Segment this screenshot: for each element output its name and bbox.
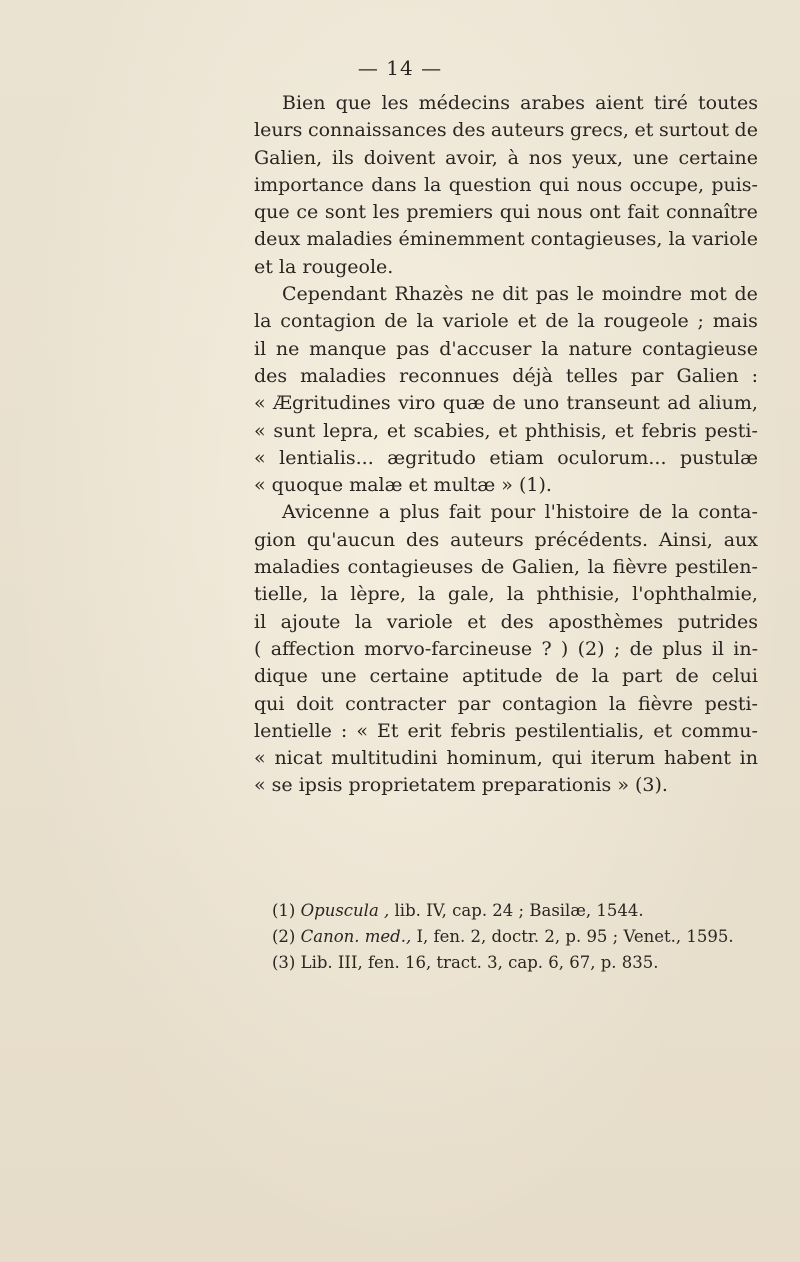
text-line: leurs connaissances des auteurs grecs, et surtout de [254,119,758,142]
text-line: lentielle : « Et erit febris pestilentialis, et commu- [254,719,758,742]
footnote-1 [272,898,734,924]
text-line: « se ipsis proprietatem preparationis » (3). [254,774,668,797]
text-line: Avicenne a plus fait pour l'histoire de la conta- [282,501,758,524]
text-line: des maladies reconnues déjà telles par Galien : [254,364,758,387]
text-line: Bien que les médecins arabes aient tiré toutes [282,92,758,114]
footnote-title: Canon. med., [300,927,412,946]
footnote-text: Lib. III, fen. 16, tract. 3, cap. 6, 67, p. 835. [300,953,659,972]
paragraph [254,90,758,281]
paragraph [254,281,758,499]
text-line: « lentialis... ægritudo etiam oculorum... pustulæ [254,446,758,469]
footnote-number: (1) [272,901,296,920]
text-line: il ajoute la variole et des aposthèmes putrides [254,610,758,633]
text-line: « quoque malæ et multæ » (1). [254,474,552,497]
text-line: la contagion de la variole et de la rougeole ; mais [254,310,758,333]
text-line: que ce sont les premiers qui nous ont fait connaître [254,201,758,224]
text-line: « nicat multitudini hominum, qui iterum habent in [254,747,758,770]
text-line: « Ægritudines viro quæ de uno transeunt ad alium, [254,392,758,415]
text-line: il ne manque pas d'accuser la nature contagieuse [254,337,758,360]
paragraph [254,499,758,799]
footnote-2 [272,924,734,950]
footnote-text: lib. IV, cap. 24 ; Basilæ, 1544. [394,901,644,920]
text-line: deux maladies éminemment contagieuses, la variole [254,228,758,251]
footnote-3 [272,950,734,976]
text-line: gion qu'aucun des auteurs précédents. Ainsi, aux [254,528,758,551]
footnotes [272,898,734,976]
body-text [254,90,758,800]
text-line: « sunt lepra, et scabies, et phthisis, et febris pesti- [254,419,758,442]
text-line: dique une certaine aptitude de la part de celui [254,665,758,688]
page-number: — 14 — [357,56,443,80]
text-line: Galien, ils doivent avoir, à nos yeux, une certaine [254,146,758,169]
text-line: tielle, la lèpre, la gale, la phthisie, l'ophthalmie, [254,583,758,606]
text-line: importance dans la question qui nous occupe, puis- [254,173,758,196]
footnote-number: (2) [272,927,296,946]
footnote-text: I, fen. 2, doctr. 2, p. 95 ; Venet., 1595. [416,927,734,946]
text-line: maladies contagieuses de Galien, la fièvre pestilen- [254,556,758,579]
footnote-number: (3) [272,953,296,972]
text-line: ( affection morvo-farcineuse ? ) (2) ; de plus il in- [254,637,758,660]
footnote-title: Opuscula , [300,901,390,920]
text-line: et la rougeole. [254,255,394,278]
text-line: qui doit contracter par contagion la fièvre pesti- [254,692,758,715]
text-line: Cependant Rhazès ne dit pas le moindre mot de [282,283,758,306]
